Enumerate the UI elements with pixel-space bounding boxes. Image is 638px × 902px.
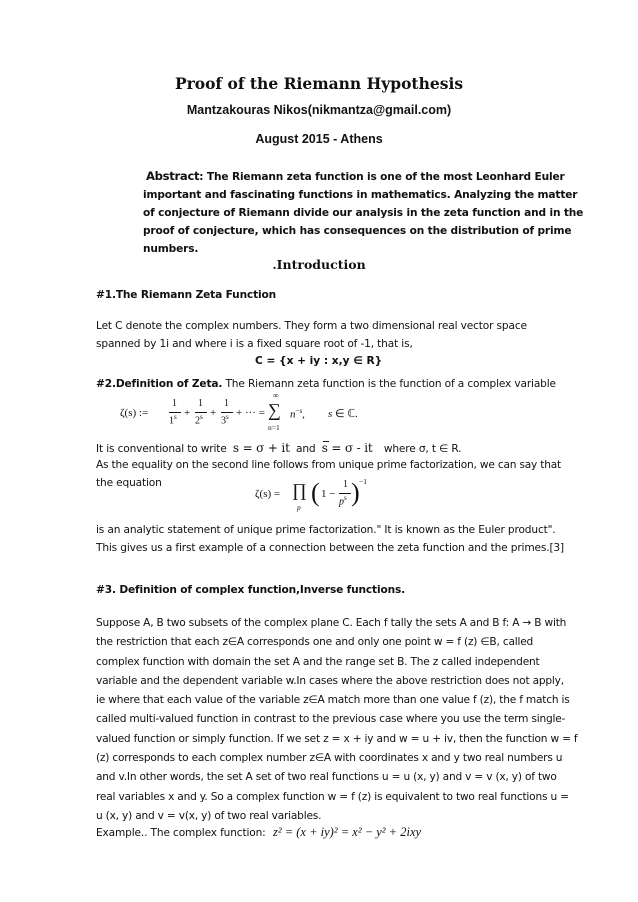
section-3-heading: #3. Definition of complex function,Inverse functions. — [96, 584, 406, 596]
section-3-body — [96, 614, 578, 826]
zeta-definition-text — [120, 392, 121, 393]
section-3-line: real variables x and y. So a complex function w = f (z) is equivalent to two real functions u = — [96, 790, 569, 803]
section-2-heading-rest: The Riemann zeta function is the function of a complex variable — [222, 378, 556, 390]
author-line: Mantzakouras Nikos(nikmantza@gmail.com) — [186, 103, 452, 117]
abstract-line-1: : The Riemann zeta function is one of the most Leonhard Euler — [199, 171, 565, 183]
sbar-formula — [322, 441, 373, 455]
section-3-line: ie where that each value of the variable z∈A match more than one value f (z), the f match is — [96, 694, 570, 707]
page-title: Proof of the Riemann Hypothesis — [174, 74, 464, 93]
section-1-line-2: spanned by 1i and where i is a fixed square root of -1, that is, — [96, 338, 413, 350]
section-3-line: variable and the dependent variable w.In cases where the above restriction does not apply, — [96, 674, 564, 687]
section-2-line-c: the equation — [96, 477, 162, 489]
section-1-heading: #1.The Riemann Zeta Function — [96, 289, 277, 301]
zeta-definition: ζ(s) := 1 1$^s$ + 1 2$^s$ + 1 3$^s$ + ··· = ∞ ∑ n=1 $n^{-s}$, s ∈ ℂ. — [120, 391, 358, 432]
convention-text: It is conventional to write — [96, 443, 227, 455]
abstract-line-2: important and fascinating functions in mathematics. Analyzing the matter — [143, 188, 578, 201]
complex-set-formula: C = {x + iy : x,y ∈ R} — [255, 355, 383, 367]
section-2-heading: #2.Definition of Zeta. — [96, 378, 223, 390]
section-3-line: called multi-valued function in contrast to the previous case where you use the term single- — [96, 713, 566, 726]
section-3-line: Suppose A, B two subsets of the complex plane C. Each f tally the sets A and B f: A → B with — [96, 617, 567, 629]
section-3-line: complex function with domain the set A and the range set B. The z called independent — [96, 655, 540, 668]
example-formula: z² = (x + iy)² = x² − y² + 2ixy — [272, 825, 422, 839]
convention-where: where σ, t ∈ R. — [383, 443, 462, 455]
date-line: August 2015 - Athens — [255, 132, 383, 146]
abstract-line-3: of conjecture of Riemann divide our analysis in the zeta function and in the — [143, 206, 584, 219]
section-3-line: u (x, y) and v = v(x, y) of two real variables. — [96, 809, 322, 822]
section-1-line-1: Let C denote the complex numbers. They form a two dimensional real vector space — [96, 320, 527, 332]
euler-product-text — [255, 474, 256, 475]
section-3-line: the restriction that each z∈A corresponds one and only one point w = f (z) ∈B, called — [96, 636, 534, 649]
section-2-heading-line — [96, 378, 556, 390]
convention-and: and — [296, 443, 316, 455]
introduction-heading: .Introduction — [272, 257, 366, 272]
section-2-line-e: This gives us a first example of a connection between the zeta function and the primes.[3] — [96, 542, 564, 554]
sbar-formula-text: s = σ - it — [321, 441, 373, 455]
example-label: Example.. The complex function: — [96, 827, 266, 839]
abstract-line-5: numbers. — [143, 242, 199, 255]
abstract — [143, 168, 584, 259]
section-2-line-b: As the equality on the second line follows from unique prime factorization, we can say that — [96, 459, 562, 471]
abstract-line-4: proof of conjecture, which has consequences on the distribution of prime — [143, 224, 572, 237]
s-formula: s = σ + it — [232, 441, 290, 455]
section-3-line: (z) corresponds to each complex number z∈A with coordinates x and y two real numbers u — [96, 752, 563, 765]
abstract-label: Abstract — [146, 169, 200, 183]
section-3-line: valued function or simply function. If we set z = x + iy and w = u + iv, then the function w = f — [96, 732, 578, 745]
convention-line — [96, 441, 461, 455]
section-3-line: and v.In other words, the set A set of two real functions u = u (x, y) and v = v (x, y) of two — [96, 771, 557, 784]
example-line — [96, 825, 421, 840]
euler-product: ζ(s) = ∏ p ( 1 − 1 $p^s$ ) −1 — [255, 474, 375, 520]
section-2-line-d: is an analytic statement of unique prime factorization." It is known as the Euler product". — [96, 524, 556, 536]
